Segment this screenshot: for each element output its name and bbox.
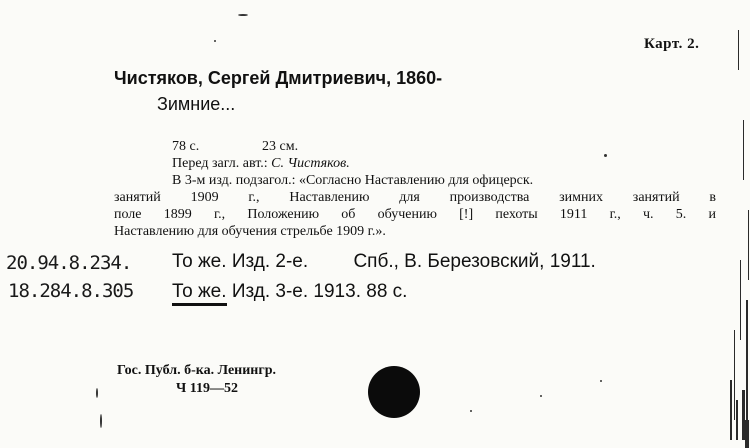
scan-speck xyxy=(238,14,248,16)
scan-speck xyxy=(600,380,602,382)
book-size: 23 см. xyxy=(262,139,299,154)
edition-2-label: Изд. 2-е. xyxy=(231,251,309,272)
note-label: Перед загл. авт.: xyxy=(172,156,268,171)
scan-speck xyxy=(100,414,102,428)
note-author: С. Чистяков. xyxy=(271,156,350,171)
scan-speck xyxy=(96,388,98,398)
note-subtitle-line-1: В 3-м изд. подзагол.: «Согласно Наставлению для офицерск. xyxy=(172,173,534,188)
shelf-mark: Ч 119—52 xyxy=(176,381,239,396)
note-subtitle-line-2: занятий 1909 г., Наставлению для производства зимних занятий в xyxy=(114,190,716,205)
edition-3-label: Изд. 3-е. 1913. 88 с. xyxy=(231,281,408,302)
library-stamp: Гос. Публ. б-ка. Ленингр. xyxy=(117,363,277,378)
book-title: Зимние... xyxy=(157,94,236,114)
edition-2-same: То же. xyxy=(172,251,227,272)
handwritten-call-number-2: 18.284.8.305 xyxy=(8,280,134,302)
edition-2-entry xyxy=(172,251,596,273)
scan-speck xyxy=(470,410,472,412)
edition-3-entry xyxy=(172,281,407,303)
scan-speck xyxy=(214,40,216,42)
author-heading: Чистяков, Сергей Дмитриевич, 1860- xyxy=(114,68,443,88)
edition-3-same: То же. xyxy=(172,281,227,306)
scan-speck xyxy=(540,395,542,397)
note-subtitle-line-3: поле 1899 г., Положению об обучению [!] пехоты 1911 г., ч. 5. и xyxy=(114,207,716,222)
edition-2-imprint: Спб., В. Березовский, 1911. xyxy=(353,251,596,272)
note-author-before-title xyxy=(172,155,350,172)
note-subtitle-line-4: Наставлению для обучения стрельбе 1909 г.». xyxy=(114,224,386,239)
scan-noise-edge xyxy=(710,0,750,448)
note-subtitle-continuation xyxy=(114,189,716,240)
scan-speck xyxy=(604,154,607,157)
card-number: Карт. 2. xyxy=(644,36,700,52)
punch-hole xyxy=(368,366,420,418)
handwritten-call-number-1: 20.94.8.234. xyxy=(6,252,132,274)
pages-count: 78 с. xyxy=(172,139,200,154)
